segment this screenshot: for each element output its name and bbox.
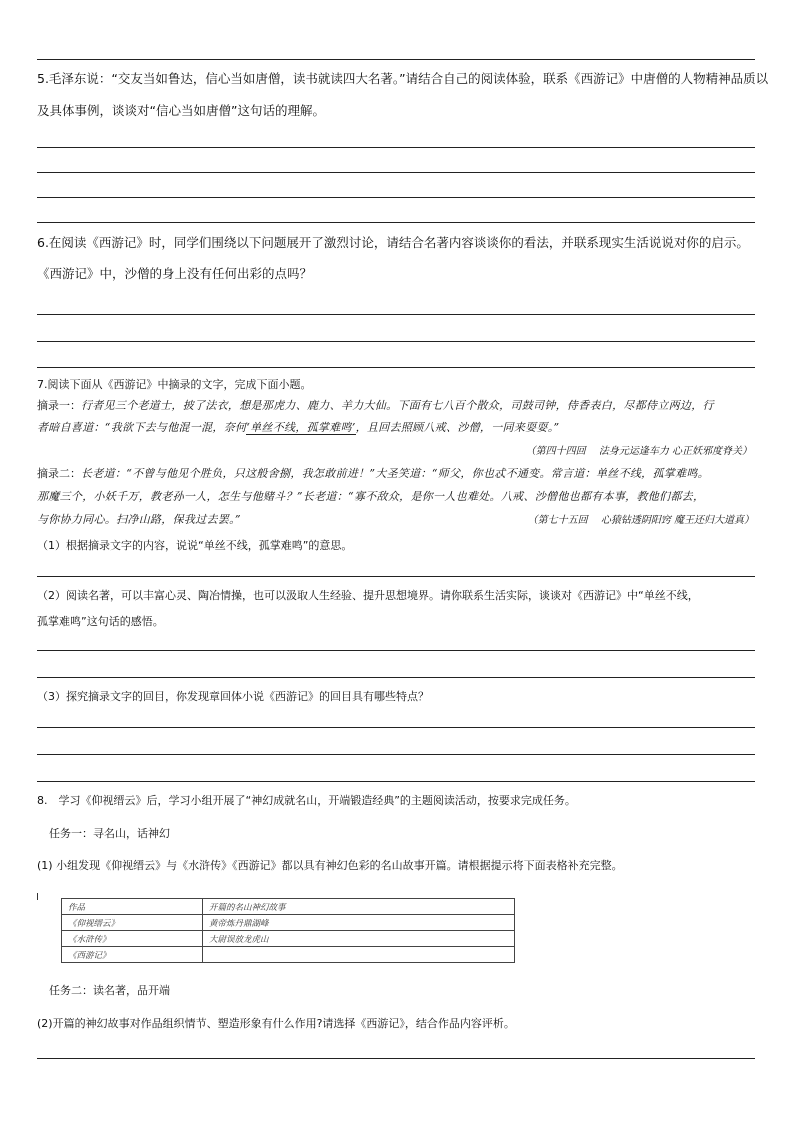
answer-line	[37, 59, 755, 60]
excerpt-2-line2: 那魔三个，小妖千万，教老孙一人，怎生与他赌斗？”长老道：“寡不敌众，是你一人也难处。八戒、沙僧他也都有本事，教他们都去，	[37, 490, 705, 503]
excerpt-2-label: 摘录二：	[37, 467, 81, 480]
question-7-sub2: （2）阅读名著，可以丰富心灵、陶冶情操，也可以汲取人生经验、提升思想境界。请你联系生活实际，谈谈对《西游记》中“单丝不线，	[37, 589, 699, 602]
table-row	[62, 947, 515, 963]
stray-mark	[37, 893, 38, 900]
excerpt-1-label: 摘录一：	[37, 399, 81, 412]
excerpt-2-line1	[37, 467, 709, 481]
answer-line[interactable]	[37, 314, 755, 315]
excerpt-1-text-a: 者暗自喜道：“我欲下去与他混一混，奈何	[37, 421, 247, 434]
question-5-text-cont: 及具体事例，谈谈对“信心当如唐僧”这句话的理解。	[37, 103, 325, 118]
table-row	[62, 931, 515, 947]
question-6-text: 6.在阅读《西游记》时，同学们围绕以下问题展开了激烈讨论，请结合名著内容谈谈你的看法，并联系现实生活说说对你的启示。	[37, 235, 749, 250]
answer-line[interactable]	[37, 341, 755, 342]
question-8-sub2: (2)开篇的神幻故事对作品组织情节、塑造形象有什么作用?请选择《西游记》，结合作品内容评析。	[37, 1017, 515, 1030]
answer-line[interactable]	[37, 754, 755, 755]
excerpt-1-source: （第四十四回 法身元运逢车力 心正妖邪度脊关）	[525, 446, 752, 457]
answer-line[interactable]	[37, 147, 755, 148]
answer-line[interactable]	[37, 677, 755, 678]
question-5-text: 5.毛泽东说：“交友当如鲁达，信心当如唐僧，读书就读四大名著。”请结合自己的阅读体验，联系《西游记》中唐僧的人物精神品质以	[37, 71, 769, 86]
excerpt-1-line1	[37, 399, 714, 413]
table-cell-story: 黄帝炼丹鼎湖峰	[203, 915, 515, 931]
excerpt-2-source: （第七十五回 心猿钻透阴阳窍 魔王还归大道真）	[527, 515, 754, 526]
answer-line[interactable]	[37, 727, 755, 728]
question-7-sub3: （3）探究摘录文字的回目，你发现章回体小说《西游记》的回目具有哪些特点？	[37, 690, 429, 703]
table-cell-story-blank[interactable]	[203, 947, 515, 963]
question-7-sub2-cont: 孤掌难鸣”这句话的感悟。	[37, 615, 164, 628]
answer-line[interactable]	[37, 576, 755, 577]
table-header-story: 开篇的名山神幻故事	[203, 899, 515, 915]
question-7-sub1: （1）根据摘录文字的内容，说说“单丝不线，孤掌难鸣”的意思。	[37, 539, 353, 552]
task-1-heading: 任务一：寻名山，话神幻	[49, 827, 170, 840]
table-cell-story: 大尉误放龙虎山	[203, 931, 515, 947]
excerpt-1-underlined-phrase: ‘单丝不线，孤掌难鸣’	[246, 421, 356, 434]
answer-line[interactable]	[37, 650, 755, 651]
question-6-prompt: 《西游记》中，沙僧的身上没有任何出彩的点吗？	[37, 266, 313, 281]
table-header-row	[62, 899, 515, 915]
answer-line[interactable]	[37, 222, 755, 223]
question-8-intro: 8. 学习《仰视缙云》后，学习小组开展了“神幻成就名山，开端锻造经典”的主题阅读活动，按要求完成任务。	[37, 794, 576, 807]
question-7-intro: 7.阅读下面从《西游记》中摘录的文字，完成下面小题。	[37, 378, 312, 391]
answer-line[interactable]	[37, 367, 755, 368]
works-table	[61, 898, 515, 963]
table-header-work: 作品	[62, 899, 203, 915]
excerpt-2-text: 长老道：“不曾与他见个胜负，只这般舍捌，我怎敢前进！”大圣笑道：“师父，你也忒不通变。常言道：单丝不线，孤掌难鸣。	[81, 467, 709, 480]
table-row	[62, 915, 515, 931]
excerpt-1-text: 行者见三个老道士，披了法衣，想是那虎力、鹿力、羊力大仙。下面有七八百个散众，司鼓司钟，侍香表白，尽都侍立两边，行	[81, 399, 714, 412]
answer-line[interactable]	[37, 197, 755, 198]
table-cell-work: 《水浒传》	[62, 931, 203, 947]
answer-line[interactable]	[37, 781, 755, 782]
excerpt-1-line2	[37, 421, 559, 435]
excerpt-2-line3: 与你协力同心。扫净山路，保我过去罢。”	[37, 513, 241, 526]
answer-line[interactable]	[37, 172, 755, 173]
table-cell-work: 《仰视缙云》	[62, 915, 203, 931]
task-2-heading: 任务二：读名著，品开端	[49, 984, 170, 997]
answer-line[interactable]	[37, 1058, 755, 1059]
excerpt-1-text-b: ，且回去照顾八戒、沙僧，一同来耍耍。”	[355, 421, 560, 434]
table-cell-work: 《西游记》	[62, 947, 203, 963]
question-8-sub1: (1) 小组发现《仰视缙云》与《水浒传》《西游记》都以具有神幻色彩的名山故事开篇。请根据提示将下面表格补充完整。	[37, 859, 623, 872]
